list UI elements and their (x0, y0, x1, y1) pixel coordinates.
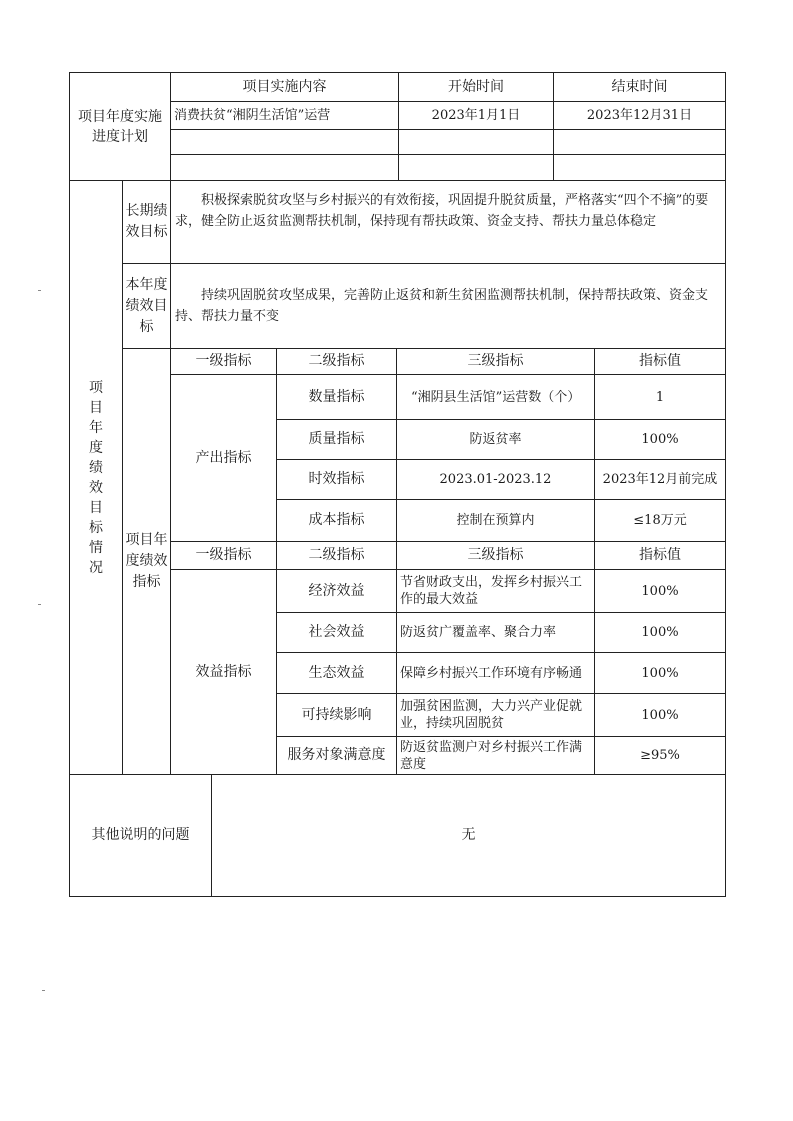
grid-line (170, 154, 726, 155)
indicator-value: 2023年12月前完成 (602, 472, 718, 487)
indicator-value: ≤18万元 (633, 513, 687, 528)
indicator-level3: 保障乡村振兴工作环境有序畅通 (400, 665, 583, 681)
indicator-level3: 2023.01-2023.12 (439, 472, 552, 487)
indicator-level2: 成本指标 (308, 512, 365, 528)
indicator-level3: 控制在预算内 (456, 513, 535, 528)
scan-speck (38, 290, 41, 291)
indicator-level2: 质量指标 (308, 431, 365, 447)
annual-goal-text: 持续巩固脱贫攻坚成果，完善防止返贫和新生贫困监测帮扶机制，保持帮扶政策、资金支持、帮扶力量不变 (175, 288, 709, 324)
long-term-goal-text: 积极探索脱贫攻坚与乡村振兴的有效衔接，巩固提升脱贫质量，严格落实“四个不摘”的要求，健全防止返贫监测帮扶机制，保持现有帮扶政策、资金支持、帮扶力量总体稳定 (175, 193, 709, 229)
header-level2: 二级指标 (308, 353, 365, 369)
indicator-level2: 经济效益 (308, 582, 365, 599)
annual-goal-label: 本年度绩效目标 (125, 276, 168, 335)
header-level1: 一级指标 (195, 547, 252, 563)
header-content: 项目实施内容 (242, 78, 327, 95)
long-term-goal-label: 长期绩效目标 (125, 203, 168, 240)
indicator-level2: 生态效益 (308, 664, 365, 681)
indicator-value: 100% (641, 432, 679, 447)
indicator-level3: 防返贫广覆盖率、聚合力率 (400, 625, 557, 640)
header-value: 指标值 (639, 547, 681, 563)
indicators-label: 项目年度绩效指标 (125, 532, 168, 590)
indicator-level2: 数量指标 (308, 388, 365, 405)
indicator-level2: 可持续影响 (301, 706, 372, 723)
indicator-value: 100% (641, 707, 679, 723)
indicator-value: 100% (641, 665, 679, 681)
output-indicator-label: 产出指标 (195, 449, 252, 466)
header-start-time: 开始时间 (448, 78, 504, 95)
performance-section-label: 项目年度绩效目标情况 (89, 379, 103, 576)
header-level1: 一级指标 (195, 353, 252, 369)
grid-line (170, 129, 726, 130)
schedule-end-cell: 2023年12月31日 (586, 108, 693, 123)
schedule-start-cell: 2023年1月1日 (431, 108, 521, 123)
indicator-value: ≥95% (640, 748, 680, 763)
benefit-indicator-label: 效益指标 (195, 663, 252, 680)
indicator-level3: 防返贫监测户对乡村振兴工作满意度 (400, 739, 583, 772)
schedule-row-label: 项目年度实施进度计划 (78, 108, 162, 145)
indicator-level2: 社会效益 (308, 624, 365, 640)
indicator-value: 1 (655, 389, 665, 405)
header-level2: 二级指标 (308, 547, 365, 563)
header-level3: 三级指标 (467, 353, 524, 369)
indicator-level3: 加强贫困监测，大力兴产业促就业，持续巩固脱贫 (400, 699, 583, 731)
header-value: 指标值 (639, 353, 681, 369)
header-level3: 三级指标 (467, 547, 524, 563)
indicator-level3: 节省财政支出，发挥乡村振兴工作的最大效益 (400, 575, 583, 607)
header-end-time: 结束时间 (611, 78, 668, 95)
indicator-level3: 防返贫率 (469, 432, 522, 447)
indicator-value: 100% (641, 583, 679, 599)
indicator-level2: 服务对象满意度 (287, 747, 386, 763)
other-notes-value: 无 (461, 827, 476, 843)
other-notes-label: 其他说明的问题 (91, 827, 190, 843)
scan-speck (38, 604, 41, 605)
grid-line (122, 263, 726, 264)
indicator-level3: “湘阴县生活馆”运营数（个） (411, 389, 581, 405)
indicator-value: 100% (641, 625, 679, 640)
schedule-content-cell: 消费扶贫“湘阴生活馆”运营 (174, 108, 331, 123)
scan-speck (42, 990, 45, 991)
indicator-level2: 时效指标 (308, 471, 365, 487)
table-border (69, 896, 726, 897)
